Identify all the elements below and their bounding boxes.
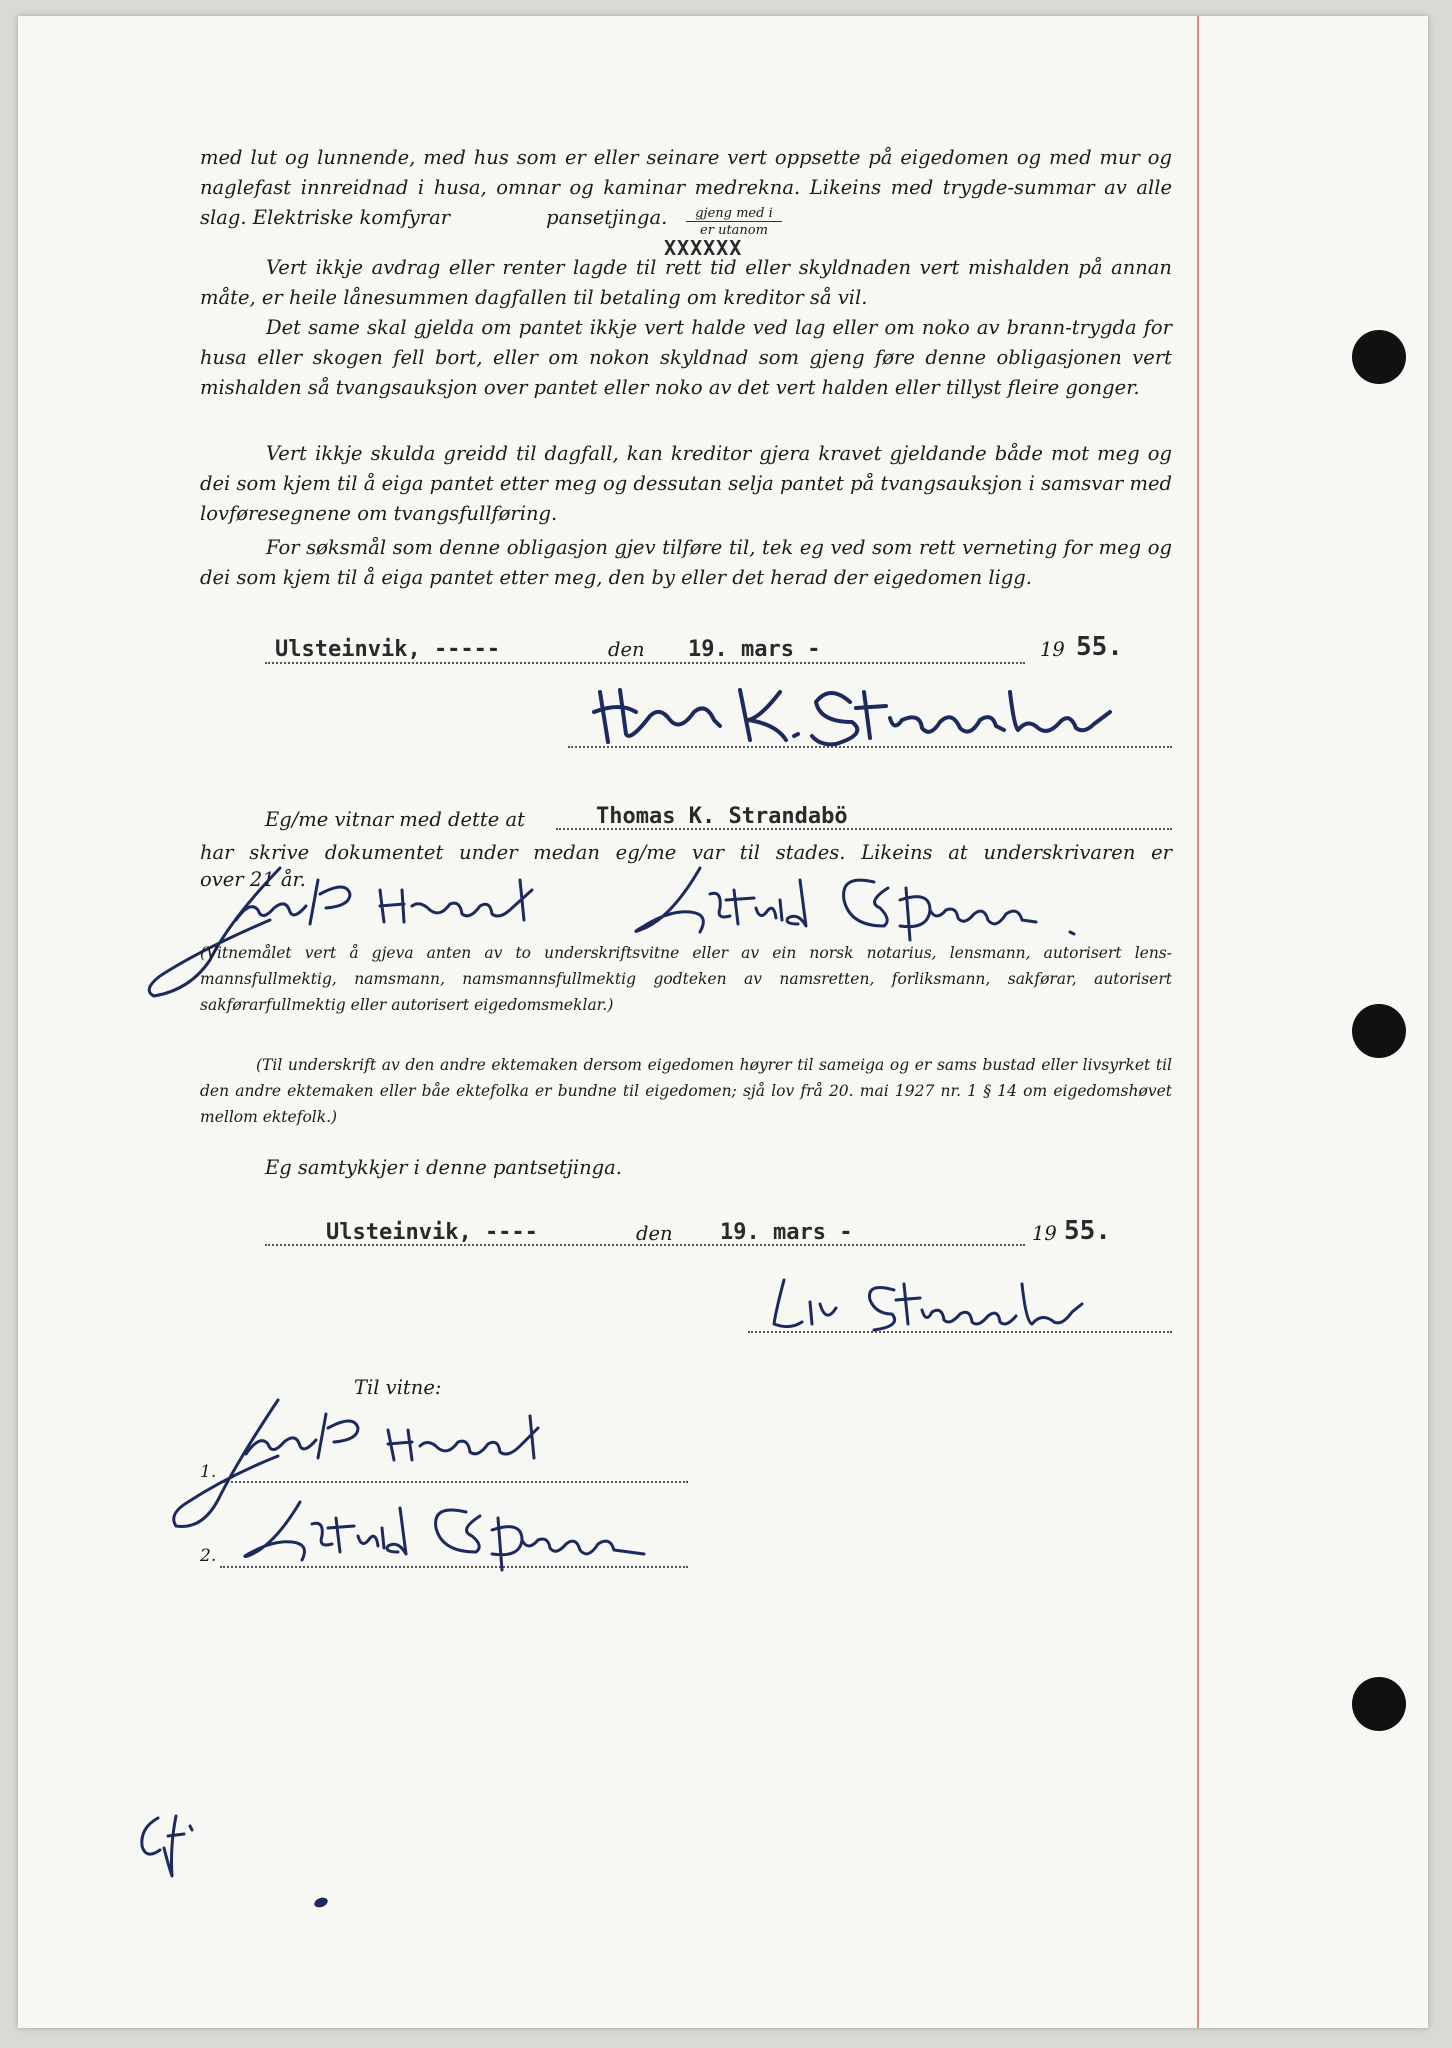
date-1-date: 19. mars - xyxy=(688,637,821,662)
date-1-den: den xyxy=(608,638,645,661)
witness-note: (Vitnemålet vert å gjeva anten av to underskriftsvitne eller av ein norsk notarius, lensmann, autorisert lens-mannsfullmektig, namsmann, namsmannsfullmektig godteken av namsretten, forliksmann, sakførar, autorisert sakførarfullmektig eller autorisert eigedomsmeklar.) xyxy=(200,944,1172,1014)
date-line-1-rule xyxy=(265,662,1025,664)
spouse-note: (Til underskrift av den andre ektemaken dersom eigedomen høyrer til sameiga og er sams bustad eller livsyrket til den andre ektemaken eller båe ektefolka er bundne til eigedomen; sjå lov frå 20. mai 1927 nr. 1 § 14 om eigedomshøvet mellom ektefolk.) xyxy=(200,1056,1172,1126)
paragraph-5 xyxy=(200,533,1172,593)
date-2-den: den xyxy=(636,1222,673,1245)
date-1-place: Ulsteinvik, ----- xyxy=(275,637,501,662)
paragraph-5-text: For søksmål som denne obligasjon gjev tilføre til, tek eg ved som rett verneting for meg og dei som kjem til å eiga pantet etter meg, den by eller det herad der eigedomen ligg. xyxy=(200,536,1172,589)
date-2-year-prefix: 19 xyxy=(1032,1222,1057,1245)
paragraph-3 xyxy=(200,313,1172,403)
date-2-place: Ulsteinvik, ---- xyxy=(326,1220,538,1245)
witness-number-2: 2. xyxy=(200,1546,217,1566)
note-top: gjeng med i xyxy=(686,207,782,222)
punch-hole xyxy=(1352,1677,1406,1731)
witness-line-2: har skrive dokumentet under medan eg/me var til stades. Likeins at underskrivaren er xyxy=(200,841,1172,864)
struck-out-text: XXXXXX xyxy=(664,236,743,260)
paragraph-4-text: Vert ikkje skulda greidd til dagfall, kan kreditor gjera kravet gjeldande både mot meg og dei som kjem til å eiga pantet etter meg og dessutan selja pantet på tvangsauksjon i samsvar med lovføresegnene om tvangsfullføring. xyxy=(200,442,1172,525)
date-2-date: 19. mars - xyxy=(720,1220,853,1245)
witness-lead: Eg/me vitnar med dette at xyxy=(265,808,525,831)
paragraph-3-text: Det same skal gjelda om pantet ikkje vert halde ved lag eller om noko av brann-trygda for husa eller skogen fell bort, eller om nokon skyldnad som gjeng føre denne obligasjonen vert mishalden så tvangsauksjon over pantet eller noko av det vert halden eller tillyst fleire gonger. xyxy=(200,316,1172,399)
witness-subject-name: Thomas K. Strandabö xyxy=(596,804,848,829)
date-2-year-suffix: 55. xyxy=(1064,1216,1111,1246)
paragraph-2-text: Vert ikkje avdrag eller renter lagde til rett tid eller skyldnaden vert mishalden på annan måte, er heile lånesummen dagfallen til betaling om kreditor så vil. xyxy=(200,256,1172,309)
note-bottom: er utanom xyxy=(700,223,768,238)
paragraph-4 xyxy=(200,439,1172,529)
paragraph-1-tail: pansetjinga. xyxy=(546,206,668,229)
witness-line-3: over 21 år. xyxy=(200,868,306,891)
witness-number-1: 1. xyxy=(200,1462,217,1482)
til-vitne-label: Til vitne: xyxy=(354,1376,442,1399)
punch-hole xyxy=(1352,1004,1406,1058)
paragraph-1-text: med lut og lunnende, med hus som er eller seinare vert oppsette på eigedomen og med mur og naglefast innreidnad i husa, omnar og kaminar medrekna. Likeins med trygde-summar av alle slag. Elektriske komfyrar xyxy=(200,146,1172,229)
paragraph-2 xyxy=(200,253,1172,313)
margin-rule xyxy=(1197,16,1199,2028)
consent-text: Eg samtykkjer i denne pantsetjinga. xyxy=(265,1156,622,1179)
date-1-year-prefix: 19 xyxy=(1040,638,1065,661)
date-1-year-suffix: 55. xyxy=(1076,632,1123,662)
punch-hole xyxy=(1352,330,1406,384)
